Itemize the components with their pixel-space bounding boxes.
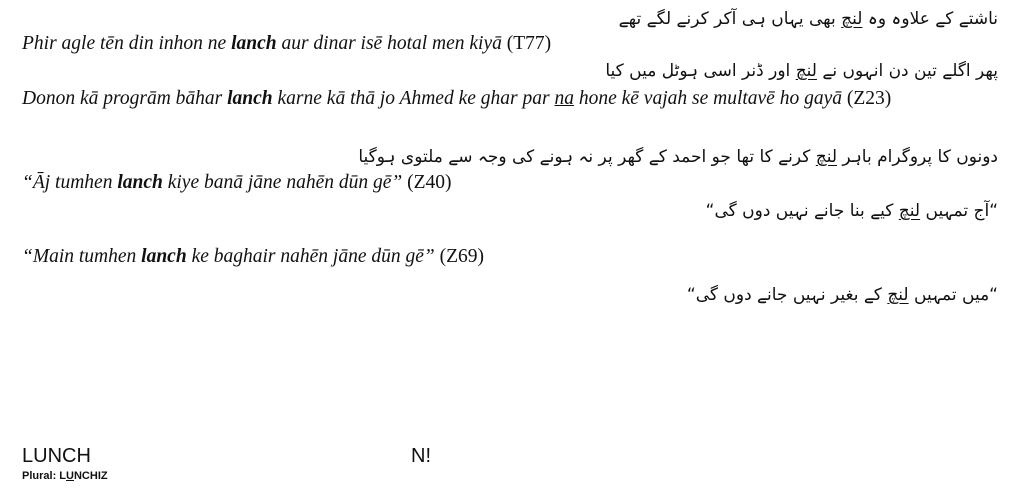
roman-text: “Āj tumhen (22, 172, 118, 193)
headword: LUNCH (22, 445, 91, 467)
roman-text: “Main tumhen (22, 246, 142, 267)
roman-text: karne kā thā jo Ahmed ke ghar par (272, 88, 555, 109)
roman-line-3 (22, 172, 998, 194)
roman-text: kiye banā jāne nahēn dūn gē” (162, 172, 403, 193)
plural-label: Plural: (22, 470, 60, 482)
plural-underlined-letter: U (66, 470, 74, 482)
roman-text: aur dinar isē hotal men kiyā (276, 33, 507, 54)
urdu-keyword: لنچ (815, 147, 838, 167)
keyword: lanch (227, 88, 273, 109)
urdu-line-2: پھر اگلے تین دن انہوں نے لنچ اور ڈنر اسی ہوٹل میں کیا (605, 61, 998, 81)
keyword: lanch (231, 33, 277, 54)
citation: (Z69) (434, 246, 485, 267)
plural-text: NCHIZ (73, 470, 108, 482)
urdu-line-5: “میں تمہیں لنچ کے بغیر نہیں جانے دوں گی“ (686, 285, 998, 305)
roman-text: ke baghair nahēn jāne dūn gē” (186, 246, 435, 267)
roman-text: Phir agle tēn din inhon ne (22, 33, 232, 54)
urdu-line-3: دونوں کا پروگرام باہر لنچ کرنے کا تھا جو احمد کے گھر پر نہ ہونے کی وجہ سے ملتوی ہوگیا (358, 147, 998, 167)
urdu-line-1: ناشتے کے علاوہ وہ لنچ بھی یہاں ہی آکر کرنے لگے تھے (618, 9, 998, 29)
citation: (T77) (506, 33, 552, 54)
underlined-word: na (554, 88, 574, 109)
keyword: lanch (117, 172, 163, 193)
keyword: lanch (141, 246, 187, 267)
urdu-keyword: لنچ (841, 9, 863, 29)
roman-text: Donon kā progrām bāhar (22, 88, 228, 109)
urdu-keyword: لنچ (898, 201, 921, 221)
citation: (Z40) (402, 172, 452, 193)
roman-text: hone kē vajah se multavē ho gayā (573, 88, 847, 109)
roman-line-2 (22, 88, 998, 110)
roman-line-1 (22, 33, 998, 55)
urdu-keyword: لنچ (795, 61, 817, 81)
plural-text: L (59, 470, 67, 482)
urdu-line-4: “آج تمہیں لنچ کیے بنا جانے نہیں دوں گی“ (705, 201, 998, 221)
roman-line-4 (22, 246, 998, 268)
plural-form (22, 469, 108, 483)
part-of-speech-tag: N! (411, 445, 431, 467)
citation: (Z23) (846, 88, 892, 109)
urdu-keyword: لنچ (887, 285, 909, 305)
